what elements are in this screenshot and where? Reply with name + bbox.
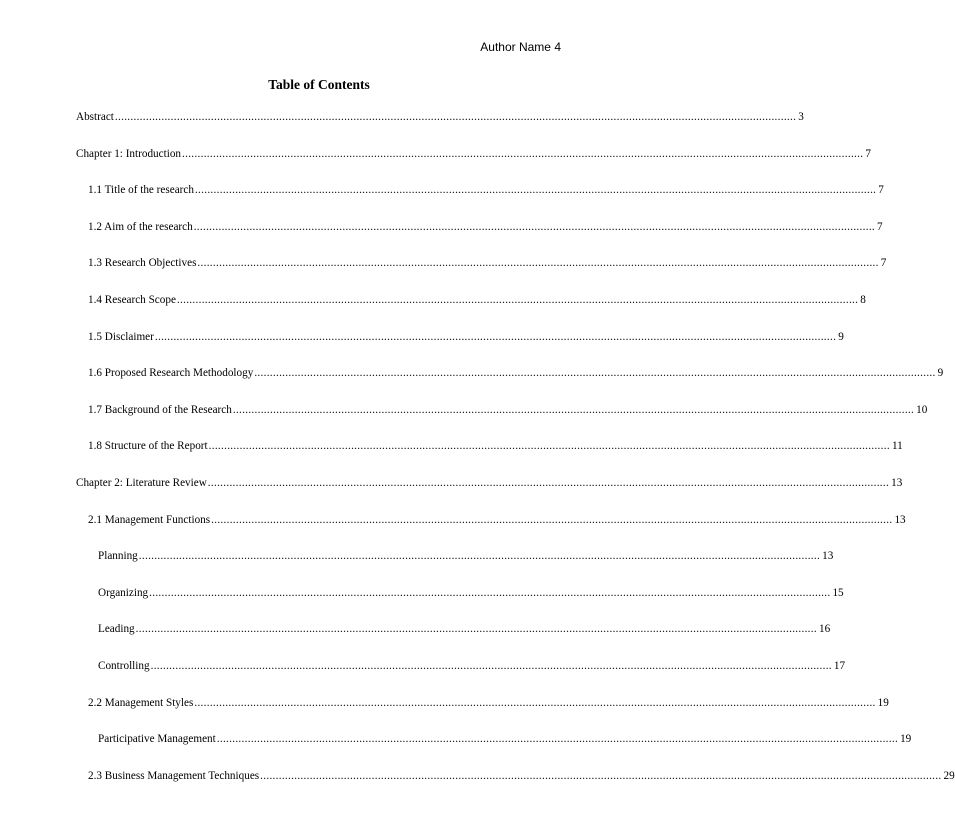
dot-leader: ............................................................................................................................................................................................................................ bbox=[208, 440, 890, 452]
toc-entry-title: 1.3 Research Objectives bbox=[88, 257, 197, 269]
toc-entry[interactable] bbox=[98, 548, 834, 564]
toc-entry[interactable] bbox=[88, 438, 903, 454]
toc-entry[interactable] bbox=[88, 365, 944, 381]
toc-entry-title: 2.1 Management Functions bbox=[88, 514, 211, 526]
toc-entry-title: 2.3 Business Management Techniques bbox=[88, 770, 260, 782]
toc-entry-title: 1.5 Disclaimer bbox=[88, 331, 154, 343]
toc-entry-title: Participative Management bbox=[98, 733, 216, 745]
toc-entry-page-number: 17 bbox=[833, 660, 846, 672]
dot-leader: ............................................................................................................................................................................................................................ bbox=[176, 294, 859, 306]
toc-entry[interactable] bbox=[88, 402, 928, 418]
toc-entry-title: 1.8 Structure of the Report bbox=[88, 440, 208, 452]
toc-title: Table of Contents bbox=[268, 77, 370, 92]
dot-leader: ............................................................................................................................................................................................................................ bbox=[194, 184, 877, 196]
toc-entry[interactable] bbox=[98, 621, 831, 637]
toc-entry[interactable] bbox=[88, 182, 884, 198]
dot-leader: ............................................................................................................................................................................................................................ bbox=[150, 660, 832, 672]
dot-leader: ............................................................................................................................................................................................................................ bbox=[193, 221, 876, 233]
toc-entry-title: Chapter 2: Literature Review bbox=[76, 477, 207, 489]
toc-entry-title: Organizing bbox=[98, 587, 149, 599]
toc-entry[interactable] bbox=[88, 768, 955, 784]
toc-entry[interactable] bbox=[98, 585, 844, 601]
toc-entry-title: 1.2 Aim of the research bbox=[88, 221, 193, 233]
dot-leader: ............................................................................................................................................................................................................................ bbox=[154, 331, 837, 343]
toc-entry-title: Abstract bbox=[76, 111, 114, 123]
toc-entry-page-number: 7 bbox=[880, 257, 887, 269]
toc-entry-page-number: 9 bbox=[838, 331, 844, 343]
toc-entry-page-number: 7 bbox=[865, 148, 871, 160]
toc-entry-title: Planning bbox=[98, 550, 138, 562]
dot-leader: ............................................................................................................................................................................................................................ bbox=[260, 770, 942, 782]
toc-entry[interactable] bbox=[98, 658, 846, 674]
toc-entry-page-number: 9 bbox=[937, 367, 944, 379]
toc-entry-page-number: 7 bbox=[878, 184, 884, 196]
toc-entry-page-number: 15 bbox=[832, 587, 844, 599]
dot-leader: ............................................................................................................................................................................................................................ bbox=[138, 550, 821, 562]
toc-entry[interactable] bbox=[76, 146, 871, 162]
toc-entry[interactable] bbox=[88, 255, 887, 271]
dot-leader: ............................................................................................................................................................................................................................ bbox=[254, 367, 936, 379]
dot-leader: ............................................................................................................................................................................................................................ bbox=[135, 623, 817, 635]
toc-entry-title: Leading bbox=[98, 623, 135, 635]
toc-entry[interactable] bbox=[88, 512, 906, 528]
dot-leader: ............................................................................................................................................................................................................................ bbox=[211, 514, 893, 526]
toc-entry-title: 1.6 Proposed Research Methodology bbox=[88, 367, 254, 379]
toc-entry-page-number: 10 bbox=[916, 404, 928, 416]
toc-entry-page-number: 13 bbox=[891, 477, 903, 489]
toc-entry-page-number: 13 bbox=[894, 514, 906, 526]
toc-entry[interactable] bbox=[88, 695, 889, 711]
dot-leader: ............................................................................................................................................................................................................................ bbox=[232, 404, 915, 416]
toc-entry[interactable] bbox=[88, 329, 844, 345]
dot-leader: ............................................................................................................................................................................................................................ bbox=[182, 148, 864, 160]
toc-entry-page-number: 19 bbox=[877, 697, 889, 709]
toc-entry-page-number: 7 bbox=[877, 221, 883, 233]
toc-entry-title: 1.1 Title of the research bbox=[88, 184, 194, 196]
toc-entry-page-number: 3 bbox=[798, 111, 804, 123]
dot-leader: ............................................................................................................................................................................................................................ bbox=[149, 587, 831, 599]
toc-entry-page-number: 13 bbox=[822, 550, 834, 562]
toc-entry-title: 1.7 Background of the Research bbox=[88, 404, 232, 416]
toc-entry-page-number: 11 bbox=[891, 440, 903, 452]
toc-entry-title: Chapter 1: Introduction bbox=[76, 148, 182, 160]
dot-leader: ............................................................................................................................................................................................................................ bbox=[194, 697, 876, 709]
toc-entry[interactable] bbox=[88, 219, 883, 235]
toc-entry-page-number: 16 bbox=[818, 623, 831, 635]
toc-entry-title: 2.2 Management Styles bbox=[88, 697, 194, 709]
dot-leader: ............................................................................................................................................................................................................................ bbox=[216, 733, 899, 745]
dot-leader: ............................................................................................................................................................................................................................ bbox=[114, 111, 797, 123]
toc-entry-title: Controlling bbox=[98, 660, 150, 672]
toc-entry[interactable] bbox=[76, 475, 903, 491]
running-head: Author Name 4 bbox=[480, 40, 561, 54]
toc-entry[interactable] bbox=[98, 731, 912, 747]
dot-leader: ............................................................................................................................................................................................................................ bbox=[207, 477, 890, 489]
toc-entry[interactable] bbox=[76, 109, 804, 125]
toc-entry-page-number: 29 bbox=[943, 770, 955, 782]
toc-entry[interactable] bbox=[88, 292, 866, 308]
toc-entry-page-number: 8 bbox=[860, 294, 866, 306]
toc-entry-title: 1.4 Research Scope bbox=[88, 294, 176, 306]
dot-leader: ............................................................................................................................................................................................................................ bbox=[197, 257, 879, 269]
toc-entry-page-number: 19 bbox=[900, 733, 912, 745]
